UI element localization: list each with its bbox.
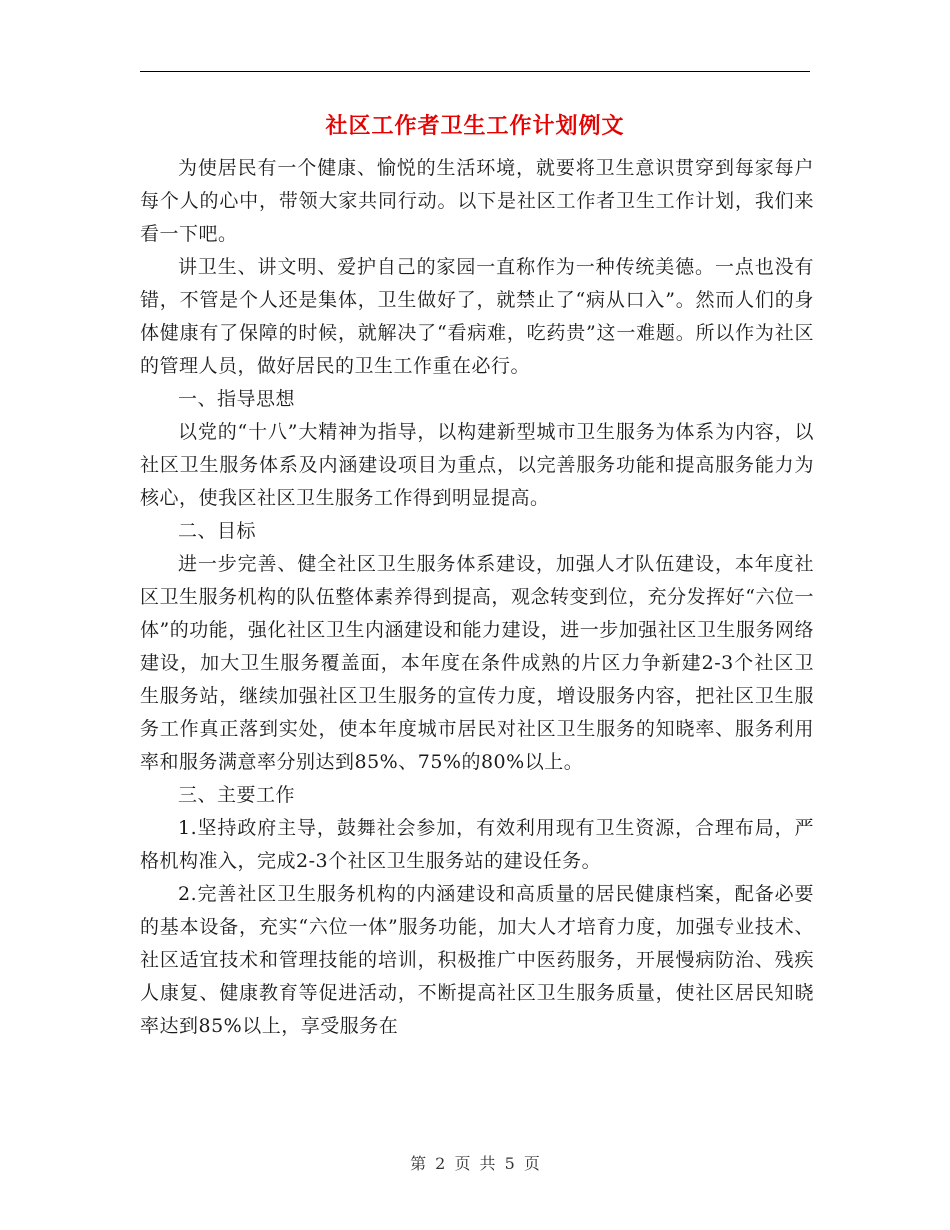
header-rule (140, 71, 810, 72)
section-heading-main-work: 三、主要工作 (178, 784, 296, 806)
paragraph-guiding-ideology: 以党的“十八”大精神为指导，以构建新型城市卫生服务为体系为内容，以社区卫生服务体系及内涵建设项目为重点，以完善服务功能和提高服务能力为核心，使我区社区卫生服务工作得到明显提高。 (140, 421, 814, 509)
paragraph-main-work-2: 2.完善社区卫生服务机构的内涵建设和高质量的居民健康档案，配备必要的基本设备，充实“六位一体”服务功能，加大人才培育力度，加强专业技术、社区适宜技术和管理技能的培训，积极推广中医药服务，开展慢病防治、残疾人康复、健康教育等促进活动，不断提高社区卫生服务质量，使社区居民知晓率达到85%以上，享受服务在 (140, 883, 814, 1037)
section-heading-goals: 二、目标 (178, 520, 257, 542)
document-body (140, 152, 814, 1043)
paragraph-background: 讲卫生、讲文明、爱护自己的家园一直称作为一种传统美德。一点也没有错，不管是个人还是集体，卫生做好了，就禁止了“病从口入”。然而人们的身体健康有了保障的时候，就解决了“看病难，吃药贵”这一难题。所以作为社区的管理人员，做好居民的卫生工作重在必行。 (140, 256, 814, 377)
section-heading-guiding-ideology: 一、指导思想 (178, 388, 296, 410)
paragraph-intro: 为使居民有一个健康、愉悦的生活环境，就要将卫生意识贯穿到每家每户每个人的心中，带领大家共同行动。以下是社区工作者卫生工作计划，我们来看一下吧。 (140, 157, 814, 245)
document-title: 社区工作者卫生工作计划例文 (325, 113, 625, 139)
paragraph-goals: 进一步完善、健全社区卫生服务体系建设，加强人才队伍建设，本年度社区卫生服务机构的队伍整体素养得到提高，观念转变到位，充分发挥好“六位一体”的功能，强化社区卫生内涵建设和能力建设，进一步加强社区卫生服务网络建设，加大卫生服务覆盖面，本年度在条件成熟的片区力争新建2-3个社区卫生服务站，继续加强社区卫生服务的宣传力度，增设服务内容，把社区卫生服务工作真正落到实处，使本年度城市居民对社区卫生服务的知晓率、服务利用率和服务满意率分别达到85%、75%的80%以上。 (140, 553, 814, 773)
paragraph-main-work-1: 1.坚持政府主导，鼓舞社会参加，有效利用现有卫生资源，合理布局，严格机构准入，完成2-3个社区卫生服务站的建设任务。 (140, 817, 814, 872)
page-number: 第 2 页 共 5 页 (410, 1154, 540, 1173)
